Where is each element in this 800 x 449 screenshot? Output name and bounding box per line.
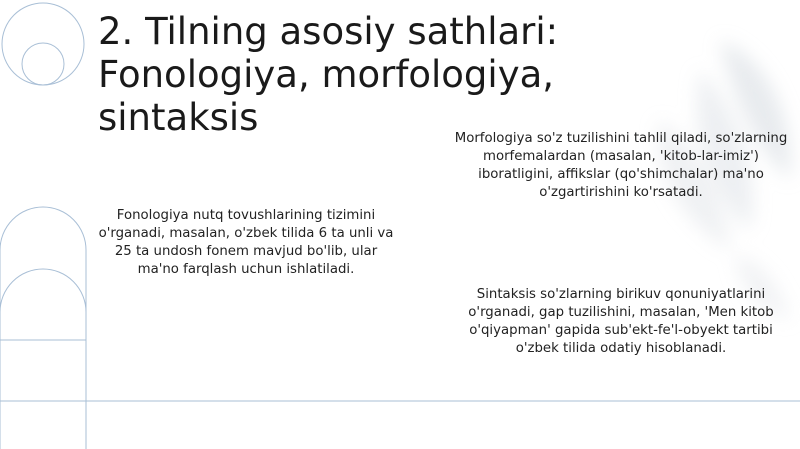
fonologiya-paragraph: Fonologiya nutq tovushlarining tizimini o'rganadi, masalan, o'zbek tilida 6 ta unli va 25 ta undosh fonem mavjud bo'lib, ular ma'no farqlash uchun ishlatiladi. [98, 208, 394, 277]
decorative-arch-lower [0, 269, 86, 312]
slide-title [98, 10, 658, 139]
title-line-2: Fonologiya, morfologiya, [98, 53, 555, 96]
title-line-3: sintaksis [98, 96, 259, 139]
decorative-circle-large [2, 3, 84, 85]
title-line-1: 2. Tilning asosiy sathlari: [98, 10, 559, 53]
sintaksis-paragraph: Sintaksis so'zlarning birikuv qonuniyatlarini o'rganadi, gap tuzilishini, masalan, 'Men kitob o'qiyapman' gapida sub'ekt-fe'l-obyekt tartibi o'zbek tilida odatiy hisoblanadi. [468, 287, 774, 356]
morfologiya-paragraph: Morfologiya so'z tuzilishini tahlil qiladi, so'zlarning morfemalardan (masalan, 'kitob-lar-imiz') iboratligini, affikslar (qo'shimchalar) ma'no o'zgartirishini ko'rsatadi. [454, 131, 788, 200]
decorative-circle-small [22, 43, 64, 85]
decorative-arch-upper [0, 207, 86, 250]
